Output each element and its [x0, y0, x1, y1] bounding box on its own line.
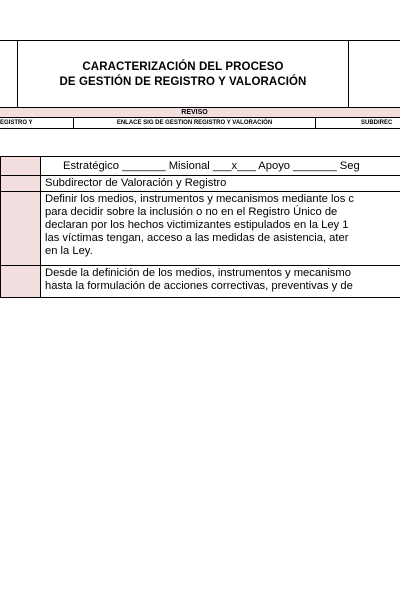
alcance-line: hasta la formulación de acciones correctivas, preventivas y de: [45, 280, 353, 292]
objetivo-line: declaran por los hechos victimizantes estipulados en la Ley 1: [45, 219, 349, 231]
alcance-line: Desde la definición de los medios, instrumentos y mecanismo: [45, 267, 351, 279]
lider-value: [41, 176, 400, 192]
approval-col1: EGISTRO Y: [0, 118, 74, 129]
tipo-value: [41, 156, 400, 176]
label-cell: [0, 156, 41, 176]
row-alcance: [0, 266, 400, 298]
document-header: [0, 40, 400, 108]
approval-col2: ENLACE SIG DE GESTION REGISTRO Y VALORACIÓN: [73, 118, 316, 129]
approval-table: [0, 107, 400, 140]
row-tipo: [0, 156, 400, 176]
objetivo-value: [41, 192, 400, 266]
reviso-heading: REVISO: [73, 107, 316, 118]
label-cell: [0, 176, 41, 192]
title-line-2: DE GESTIÓN DE REGISTRO Y VALORACIÓN: [59, 75, 307, 88]
alcance-value: [41, 266, 400, 298]
approval-heading-right: [315, 107, 400, 118]
tipo-text: Estratégico _______ Misional ___x___ Apoyo _______ Seg: [63, 160, 360, 172]
lider-text: Subdirector de Valoración y Registro: [45, 177, 227, 189]
document-title: [18, 41, 349, 107]
label-cell: [0, 266, 41, 298]
objetivo-line: Definir los medios, instrumentos y mecanismos mediante los c: [45, 193, 355, 205]
logo-cell: [0, 41, 18, 107]
approval-heading-left: [0, 107, 74, 118]
objetivo-line: para decidir sobre la inclusión o no en el Registro Único de: [45, 206, 338, 218]
title-line-1: CARACTERIZACIÓN DEL PROCESO: [82, 60, 284, 73]
row-objetivo: [0, 192, 400, 266]
row-lider: [0, 176, 400, 192]
objetivo-line: las víctimas tengan, acceso a las medidas de asistencia, ater: [45, 232, 349, 244]
label-cell: [0, 192, 41, 266]
approval-col3: SUBDIREC: [315, 118, 400, 129]
objetivo-line: en la Ley.: [45, 245, 93, 257]
